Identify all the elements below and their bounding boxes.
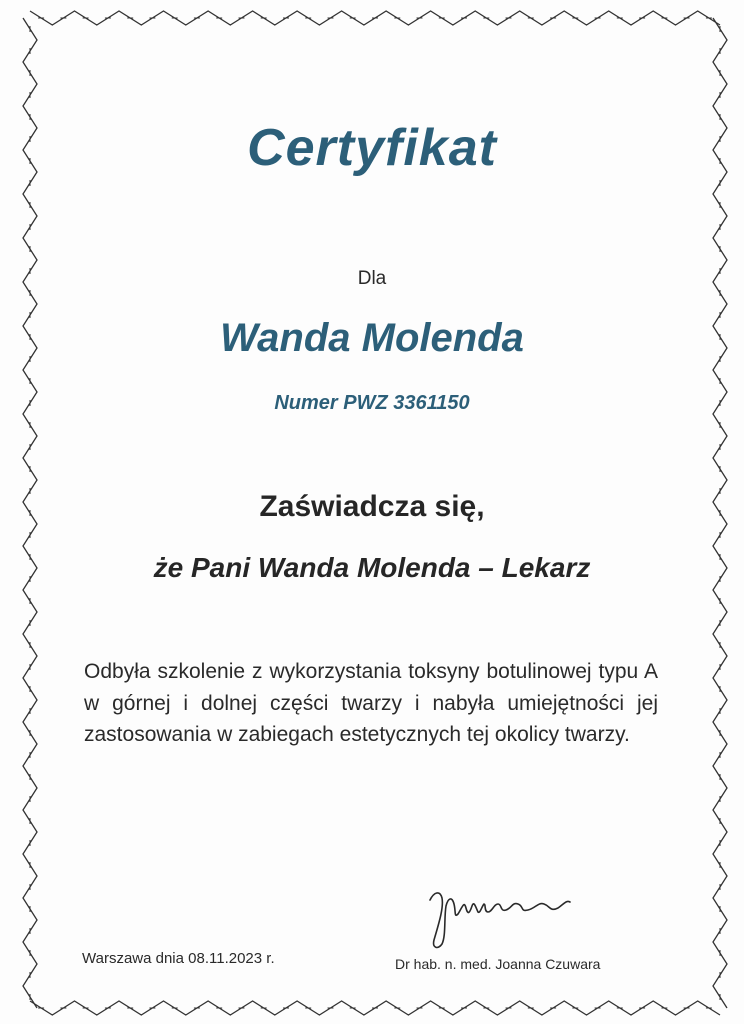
certificate-title: Certyfikat xyxy=(247,119,497,177)
certification-statement: że Pani Wanda Molenda – Lekarz xyxy=(153,552,591,583)
place-and-date: Warszawa dnia 08.11.2023 r. xyxy=(82,950,275,967)
handwritten-signature xyxy=(420,878,580,958)
certifies-heading: Zaświadcza się, xyxy=(259,490,485,523)
signer-name: Dr hab. n. med. Joanna Czuwara xyxy=(395,956,601,972)
recipient-name: Wanda Molenda xyxy=(220,316,524,360)
pwz-number: Numer PWZ 3361150 xyxy=(274,392,470,414)
certificate-body-text: Odbyła szkolenie z wykorzystania toksyny botulinowej typu A w górnej i dolnej części twarzy i nabyła umiejętności jej zastosowania w zabiegach estetycznych tej okolicy twarzy. xyxy=(84,660,658,746)
for-label: Dla xyxy=(357,268,387,289)
